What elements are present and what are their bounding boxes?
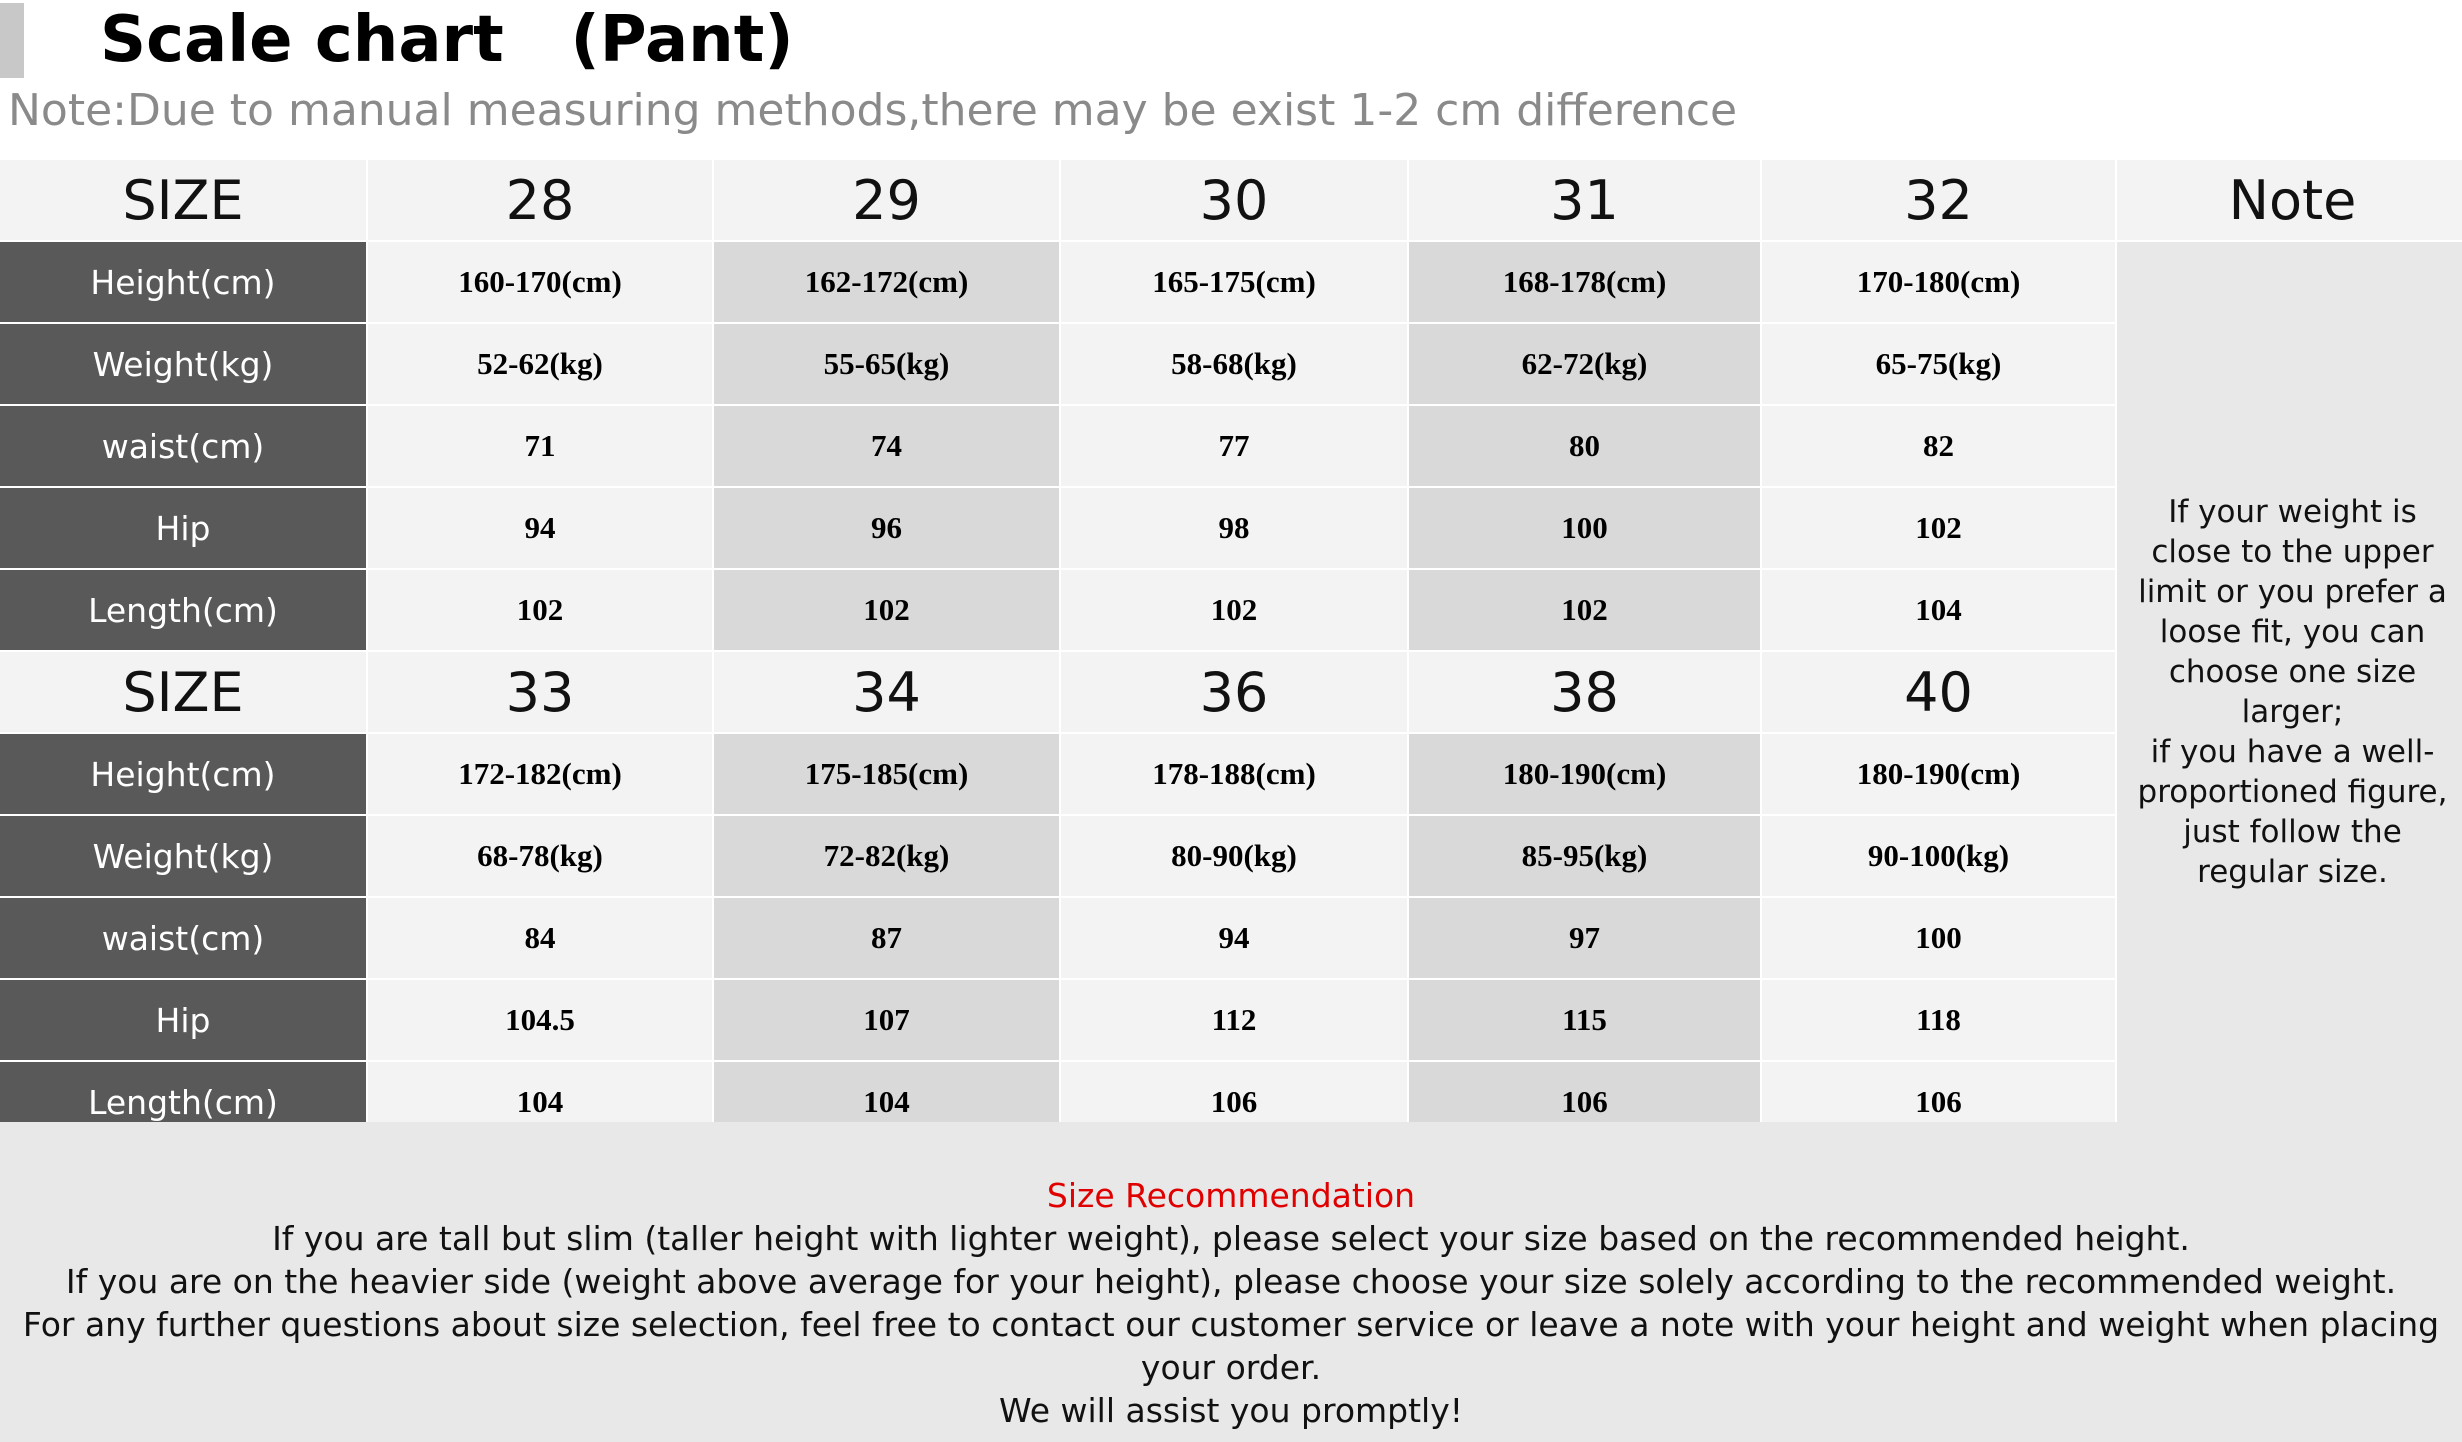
table-cell: 104 [368, 1062, 712, 1142]
table-cell: 102 [1409, 570, 1760, 650]
table-cell: 84 [368, 898, 712, 978]
table-cell: 71 [368, 406, 712, 486]
size-header-label: SIZE [0, 160, 366, 240]
table-cell: 87 [714, 898, 1059, 978]
table-cell: 104 [1762, 570, 2115, 650]
row-label-waist: waist(cm) [0, 898, 366, 978]
table-cell: 160-170(cm) [368, 242, 712, 322]
row-label-hip: Hip [0, 488, 366, 568]
table-cell: 68-78(kg) [368, 816, 712, 896]
table-cell: 107 [714, 980, 1059, 1060]
table-cell: 106 [1061, 1062, 1407, 1142]
size-header-36: 36 [1061, 652, 1407, 732]
table-cell: 102 [368, 570, 712, 650]
row-label-waist: waist(cm) [0, 406, 366, 486]
table-cell: 118 [1762, 980, 2115, 1060]
table-cell: 100 [1762, 898, 2115, 978]
recommendation-line: If you are tall but slim (taller height with lighter weight), please select your size based on the recommended height. [272, 1219, 2190, 1258]
table-cell: 104 [714, 1062, 1059, 1142]
size-header-38: 38 [1409, 652, 1760, 732]
table-cell: 178-188(cm) [1061, 734, 1407, 814]
table-cell: 102 [1762, 488, 2115, 568]
table-cell: 102 [1061, 570, 1407, 650]
note-text: If your weight is close to the upper limit or you prefer a loose fit, you can choose one size larger; if you have a well-proportioned figure, just follow the regular size. [2117, 242, 2462, 1142]
size-recommendation-title: Size Recommendation [1046, 1176, 1416, 1215]
table-cell: 112 [1061, 980, 1407, 1060]
table-cell: 82 [1762, 406, 2115, 486]
note-column-header: Note [2117, 160, 2462, 240]
table-cell: 94 [368, 488, 712, 568]
table-cell: 165-175(cm) [1061, 242, 1407, 322]
table-cell: 72-82(kg) [714, 816, 1059, 896]
row-label-height: Height(cm) [0, 734, 366, 814]
row-label-height: Height(cm) [0, 242, 366, 322]
size-header-30: 30 [1061, 160, 1407, 240]
size-header-40: 40 [1762, 652, 2115, 732]
title-accent-bar [0, 3, 24, 78]
table-cell: 52-62(kg) [368, 324, 712, 404]
size-header-34: 34 [714, 652, 1059, 732]
size-header-28: 28 [368, 160, 712, 240]
table-cell: 97 [1409, 898, 1760, 978]
size-table [0, 160, 2462, 1142]
recommendation-line: If you are on the heavier side (weight above average for your height), please choose your size solely according to the recommended weight. [65, 1262, 2397, 1301]
size-header-29: 29 [714, 160, 1059, 240]
recommendation-line: For any further questions about size selection, feel free to contact our customer service or leave a note with your height and weight when placing your order. [22, 1305, 2440, 1387]
table-cell: 77 [1061, 406, 1407, 486]
table-cell: 80 [1409, 406, 1760, 486]
table-cell: 94 [1061, 898, 1407, 978]
table-cell: 102 [714, 570, 1059, 650]
size-header-32: 32 [1762, 160, 2115, 240]
recommendation-line: We will assist you promptly! [999, 1391, 1463, 1430]
table-cell: 115 [1409, 980, 1760, 1060]
table-cell: 90-100(kg) [1762, 816, 2115, 896]
table-cell: 55-65(kg) [714, 324, 1059, 404]
table-cell: 62-72(kg) [1409, 324, 1760, 404]
row-label-length: Length(cm) [0, 1062, 366, 1142]
size-header-33: 33 [368, 652, 712, 732]
table-cell: 96 [714, 488, 1059, 568]
table-cell: 170-180(cm) [1762, 242, 2115, 322]
size-header-label: SIZE [0, 652, 366, 732]
table-cell: 168-178(cm) [1409, 242, 1760, 322]
table-cell: 162-172(cm) [714, 242, 1059, 322]
table-cell: 65-75(kg) [1762, 324, 2115, 404]
size-header-31: 31 [1409, 160, 1760, 240]
table-cell: 106 [1409, 1062, 1760, 1142]
table-cell: 180-190(cm) [1409, 734, 1760, 814]
size-recommendation-section [0, 1122, 2462, 1442]
table-cell: 100 [1409, 488, 1760, 568]
row-label-length: Length(cm) [0, 570, 366, 650]
measurement-note: Note:Due to manual measuring methods,there may be exist 1-2 cm difference [8, 85, 1738, 136]
table-cell: 180-190(cm) [1762, 734, 2115, 814]
row-label-weight: Weight(kg) [0, 816, 366, 896]
table-cell: 172-182(cm) [368, 734, 712, 814]
row-label-hip: Hip [0, 980, 366, 1060]
page-title: Scale chart (Pant) [100, 3, 794, 77]
table-cell: 80-90(kg) [1061, 816, 1407, 896]
table-cell: 98 [1061, 488, 1407, 568]
table-cell: 74 [714, 406, 1059, 486]
table-cell: 58-68(kg) [1061, 324, 1407, 404]
table-cell: 85-95(kg) [1409, 816, 1760, 896]
row-label-weight: Weight(kg) [0, 324, 366, 404]
table-cell: 175-185(cm) [714, 734, 1059, 814]
table-cell: 104.5 [368, 980, 712, 1060]
table-cell: 106 [1762, 1062, 2115, 1142]
